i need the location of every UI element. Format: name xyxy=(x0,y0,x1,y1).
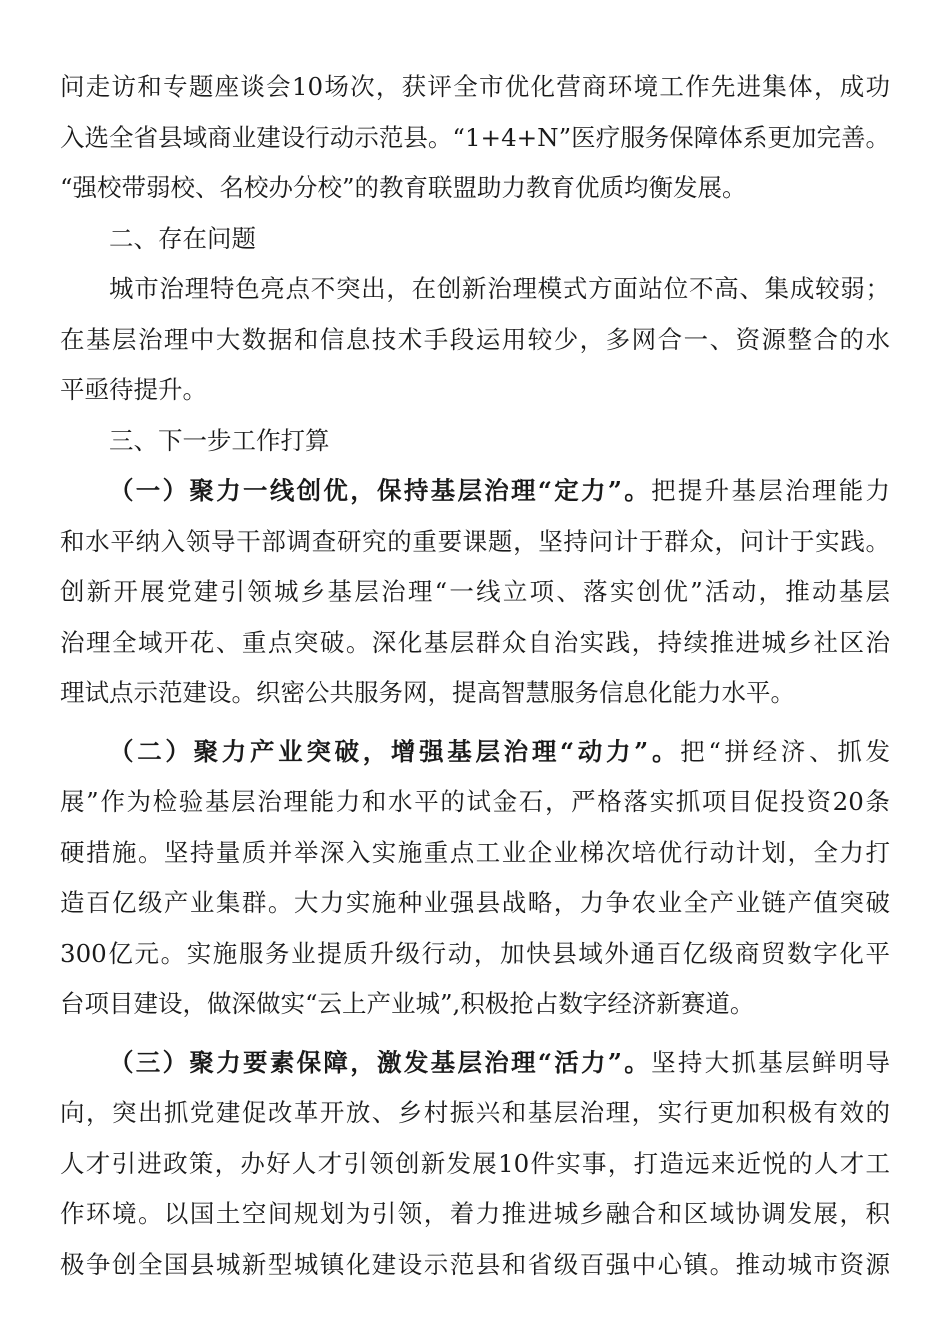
section-heading-problems: 二、存在问题 xyxy=(109,223,256,253)
paragraph-line: 理试点示范建设。织密公共服务网，提高智慧服务信息化能力水平。 xyxy=(60,678,795,707)
paragraph-line: 城市治理特色亮点不突出，在创新治理模式方面站位不高、集成较弱； xyxy=(109,274,890,303)
problems-paragraph xyxy=(60,264,890,416)
paragraph-line: 300亿元。实施服务业提质升级行动，加快县域外通百亿级商贸数字化平 xyxy=(60,938,890,968)
paragraph-line: 治理全域开花、重点突破。深化基层群众自治实践，持续推进城乡社区治 xyxy=(60,627,890,657)
paragraph-line: 创新开展党建引领城乡基层治理“一线立项、落实创优”活动，推动基层 xyxy=(60,577,890,606)
paragraph-gap xyxy=(60,719,890,727)
subsection-text: 把提升基层治理能力 xyxy=(651,476,890,505)
subsection-title: （一）聚力一线创优，保持基层治理“定力”。 xyxy=(109,476,652,505)
paragraph-line: 台项目建设，做深做实“云上产业城”,积极抢占数字经济新赛道。 xyxy=(60,989,755,1018)
paragraph-line: 问走访和专题座谈会10场次，获评全市优化营商环境工作先进集体，成功 xyxy=(60,72,890,101)
paragraph-line: 人才引进政策，办好人才引领创新发展10件实事，打造远来近悦的人才工 xyxy=(60,1148,890,1178)
paragraph-line: 在基层治理中大数据和信息技术手段运用较少，多网合一、资源整合的水 xyxy=(60,324,890,354)
paragraph-line: 入选全省县域商业建设行动示范县。“1+4+N”医疗服务保障体系更加完善。 xyxy=(60,122,890,152)
paragraph-line: 向，突出抓党建促改革开放、乡村振兴和基层治理，实行更加积极有效的 xyxy=(60,1098,890,1127)
paragraph-line: “强校带弱校、名校办分校”的教育联盟助力教育优质均衡发展。 xyxy=(60,173,747,202)
subsection-first-line xyxy=(60,466,890,517)
subsection-3 xyxy=(60,1038,890,1291)
paragraph-line: 展”作为检验基层治理能力和水平的试金石，严格落实抓项目促投资20条 xyxy=(60,787,890,816)
paragraph-line: 硬措施。坚持量质并举深入实施重点工业企业梯次培优行动计划，全力打 xyxy=(60,837,890,867)
paragraph-gap xyxy=(60,1030,890,1038)
paragraph-line: 造百亿级产业集群。大力实施种业强县战略，力争农业全产业链产值突破 xyxy=(60,888,890,917)
paragraph-line: 作环境。以国土空间规划为引领，着力推进城乡融合和区域协调发展，积 xyxy=(60,1199,890,1228)
paragraph-line: 平亟待提升。 xyxy=(60,375,207,404)
paragraph-line: 和水平纳入领导干部调查研究的重要课题，坚持问计于群众，问计于实践。 xyxy=(60,526,890,556)
subsection-title: （二）聚力产业突破，增强基层治理“动力”。 xyxy=(109,736,681,766)
subsection-text: 坚持大抓基层鲜明导 xyxy=(651,1047,890,1077)
section-heading-next-steps: 三、下一步工作打算 xyxy=(109,425,330,455)
subsection-first-line xyxy=(60,727,890,778)
subsection-1 xyxy=(60,466,890,719)
document-page xyxy=(60,62,890,1290)
intro-paragraph xyxy=(60,62,890,214)
subsection-2 xyxy=(60,727,890,1030)
subsection-text: 把“拼经济、抓发 xyxy=(680,736,890,766)
subsection-first-line xyxy=(60,1038,890,1089)
paragraph-line: 极争创全国县城新型城镇化建设示范县和省级百强中心镇。推动城市资源 xyxy=(60,1249,890,1279)
subsection-title: （三）聚力要素保障，激发基层治理“活力”。 xyxy=(109,1047,652,1077)
